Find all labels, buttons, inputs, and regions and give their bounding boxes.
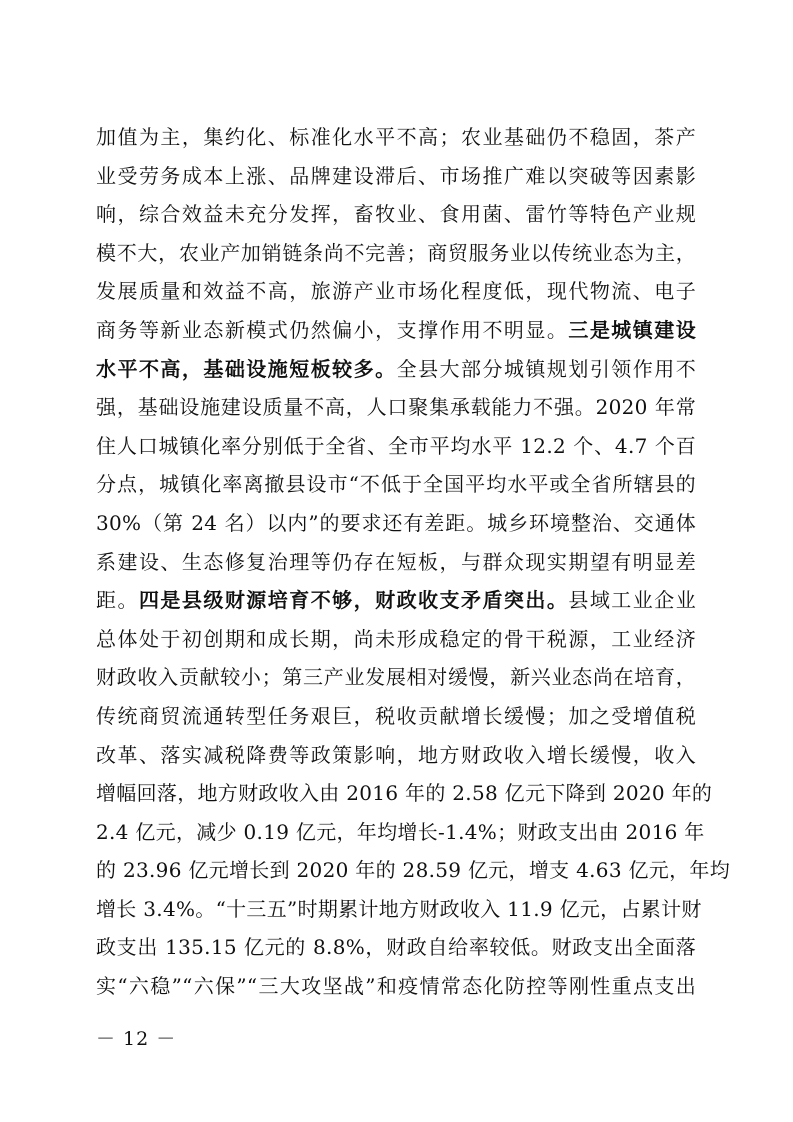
text-line (96, 581, 696, 620)
plain-text: 住人口城镇化率分别低于全省、全市平均水平 12.2 个、4.7 个百 (96, 433, 696, 458)
plain-text: 改革、落实减税降费等政策影响，地方财政收入增长缓慢，收入 (96, 742, 696, 767)
plain-text: 30%（第 24 名）以内”的要求还有差距。城乡环境整治、交通体 (96, 510, 696, 535)
text-line (96, 543, 696, 582)
text-line (96, 658, 696, 697)
text-line (96, 272, 696, 311)
text-line (96, 234, 696, 273)
text-line (96, 697, 696, 736)
plain-text: 全县大部分城镇规划引领作用不 (396, 356, 697, 381)
plain-text: 传统商贸流通转型任务艰巨，税收贡献增长缓慢；加之受增值税 (96, 703, 696, 728)
body-text (96, 118, 730, 1006)
emphasis-text: 水平不高，基础设施短板较多。 (96, 356, 397, 381)
plain-text: 响，综合效益未充分发挥，畜牧业、食用菌、雷竹等特色产业规 (96, 202, 696, 227)
emphasis-text: 三是城镇建设 (568, 317, 696, 342)
plain-text: 增长 3.4%。“十三五”时期累计地方财政收入 11.9 亿元，占累计财 (96, 896, 702, 921)
text-line (96, 928, 696, 967)
plain-text: 的 23.96 亿元增长到 2020 年的 28.59 亿元，增支 4.63 亿元，年均 (96, 858, 730, 883)
plain-text: 业受劳务成本上涨、品牌建设滞后、市场推广难以突破等因素影 (96, 163, 696, 188)
text-line (96, 851, 730, 890)
text-line (96, 388, 696, 427)
text-line (96, 774, 713, 813)
text-line (96, 311, 696, 350)
text-line (96, 118, 696, 157)
plain-text: 财政收入贡献较小；第三产业发展相对缓慢，新兴业态尚在培育， (96, 665, 696, 690)
plain-text: 模不大，农业产加销链条尚不完善；商贸服务业以传统业态为主， (96, 240, 696, 265)
plain-text: 县域工业企业 (568, 588, 696, 613)
plain-text: 系建设、生态修复治理等仍存在短板，与群众现实期望有明显差 (96, 549, 696, 574)
plain-text: 分点，城镇化率离撤县设市“不低于全国平均水平或全省所辖县的 (96, 472, 696, 497)
text-line (96, 736, 696, 775)
plain-text: 加值为主，集约化、标准化水平不高；农业基础仍不稳固，茶产 (96, 125, 696, 149)
text-line (96, 350, 696, 389)
text-line (96, 465, 696, 504)
plain-text: 政支出 135.15 亿元的 8.8%，财政自给率较低。财政支出全面落 (96, 935, 696, 960)
text-line (96, 813, 705, 852)
text-line (96, 157, 696, 196)
plain-text: 总体处于初创期和成长期，尚未形成稳定的骨干税源，工业经济 (96, 626, 696, 651)
text-line (96, 890, 702, 929)
text-line (96, 967, 696, 1006)
text-line (96, 504, 696, 543)
emphasis-text: 四是县级财源培育不够，财政收支矛盾突出。 (138, 588, 569, 613)
plain-text: 增幅回落，地方财政收入由 2016 年的 2.58 亿元下降到 2020 年的 (96, 781, 713, 806)
plain-text: 强，基础设施建设质量不高，人口聚集承载能力不强。2020 年常 (96, 395, 696, 420)
plain-text: 发展质量和效益不高，旅游产业市场化程度低，现代物流、电子 (96, 279, 696, 304)
plain-text: 商务等新业态新模式仍然偏小，支撑作用不明显。 (96, 317, 569, 342)
text-line (96, 427, 696, 466)
plain-text: 2.4 亿元，减少 0.19 亿元，年均增长-1.4%；财政支出由 2016 年 (96, 819, 705, 844)
plain-text: 实“六稳”“六保”“三大攻坚战”和疫情常态化防控等刚性重点支出 (96, 974, 696, 999)
page-number: － 12 － (96, 1028, 177, 1050)
text-line (96, 195, 696, 234)
text-line (96, 620, 696, 659)
plain-text: 距。 (96, 588, 139, 613)
